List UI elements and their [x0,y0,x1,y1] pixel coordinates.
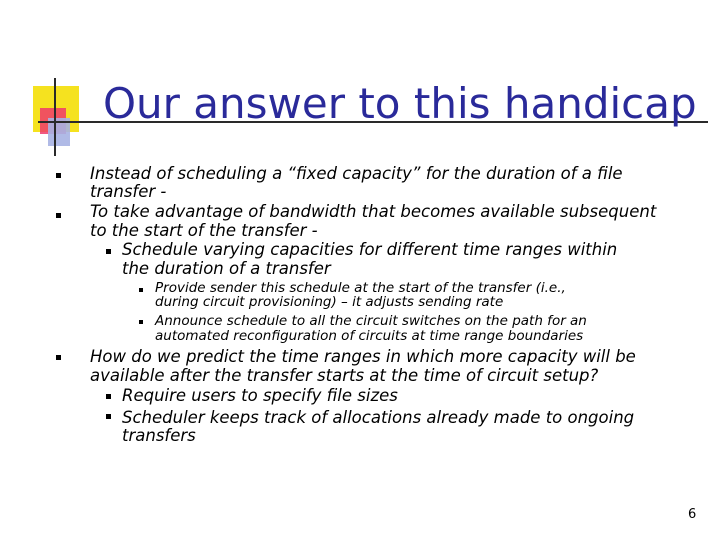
body-line: Provide sender this schedule at the start of the transfer (i.e., [155,280,566,296]
body-line: How do we predict the time ranges in which more capacity will be [90,347,636,366]
body-line: Require users to specify file sizes [122,386,398,405]
body-line: Announce schedule to all the circuit switches on the path for an [155,313,587,329]
body-line: the duration of a transfer [122,259,331,278]
body-line: transfer - [90,182,167,201]
body-line: during circuit provisioning) – it adjusts sending rate [155,294,504,310]
bullet-marker [56,173,61,178]
sub-sub-bullet-marker [139,320,143,324]
bullet-marker [56,355,61,360]
sub-sub-bullet-marker [139,288,143,292]
sub-bullet-marker [106,414,111,419]
page-number: 6 [688,507,697,522]
body-line: automated reconfiguration of circuits at time range boundaries [155,328,584,344]
body-line: transfers [122,426,196,445]
body-line: Instead of scheduling a “fixed capacity” for the duration of a file [90,164,623,183]
bullet-marker [56,213,61,218]
slide-title: Our answer to this handicap [103,79,697,128]
sub-bullet-marker [106,394,111,399]
body-line: Scheduler keeps track of allocations already made to ongoing [122,408,635,427]
sub-bullet-marker [106,249,111,254]
body-line: Schedule varying capacities for different time ranges within [122,240,618,259]
decor-vertical-line [54,78,56,156]
body-line: to the start of the transfer - [90,221,318,240]
body-line: available after the transfer starts at the time of circuit setup? [90,366,599,385]
body-line: To take advantage of bandwidth that becomes available subsequent [90,202,657,221]
